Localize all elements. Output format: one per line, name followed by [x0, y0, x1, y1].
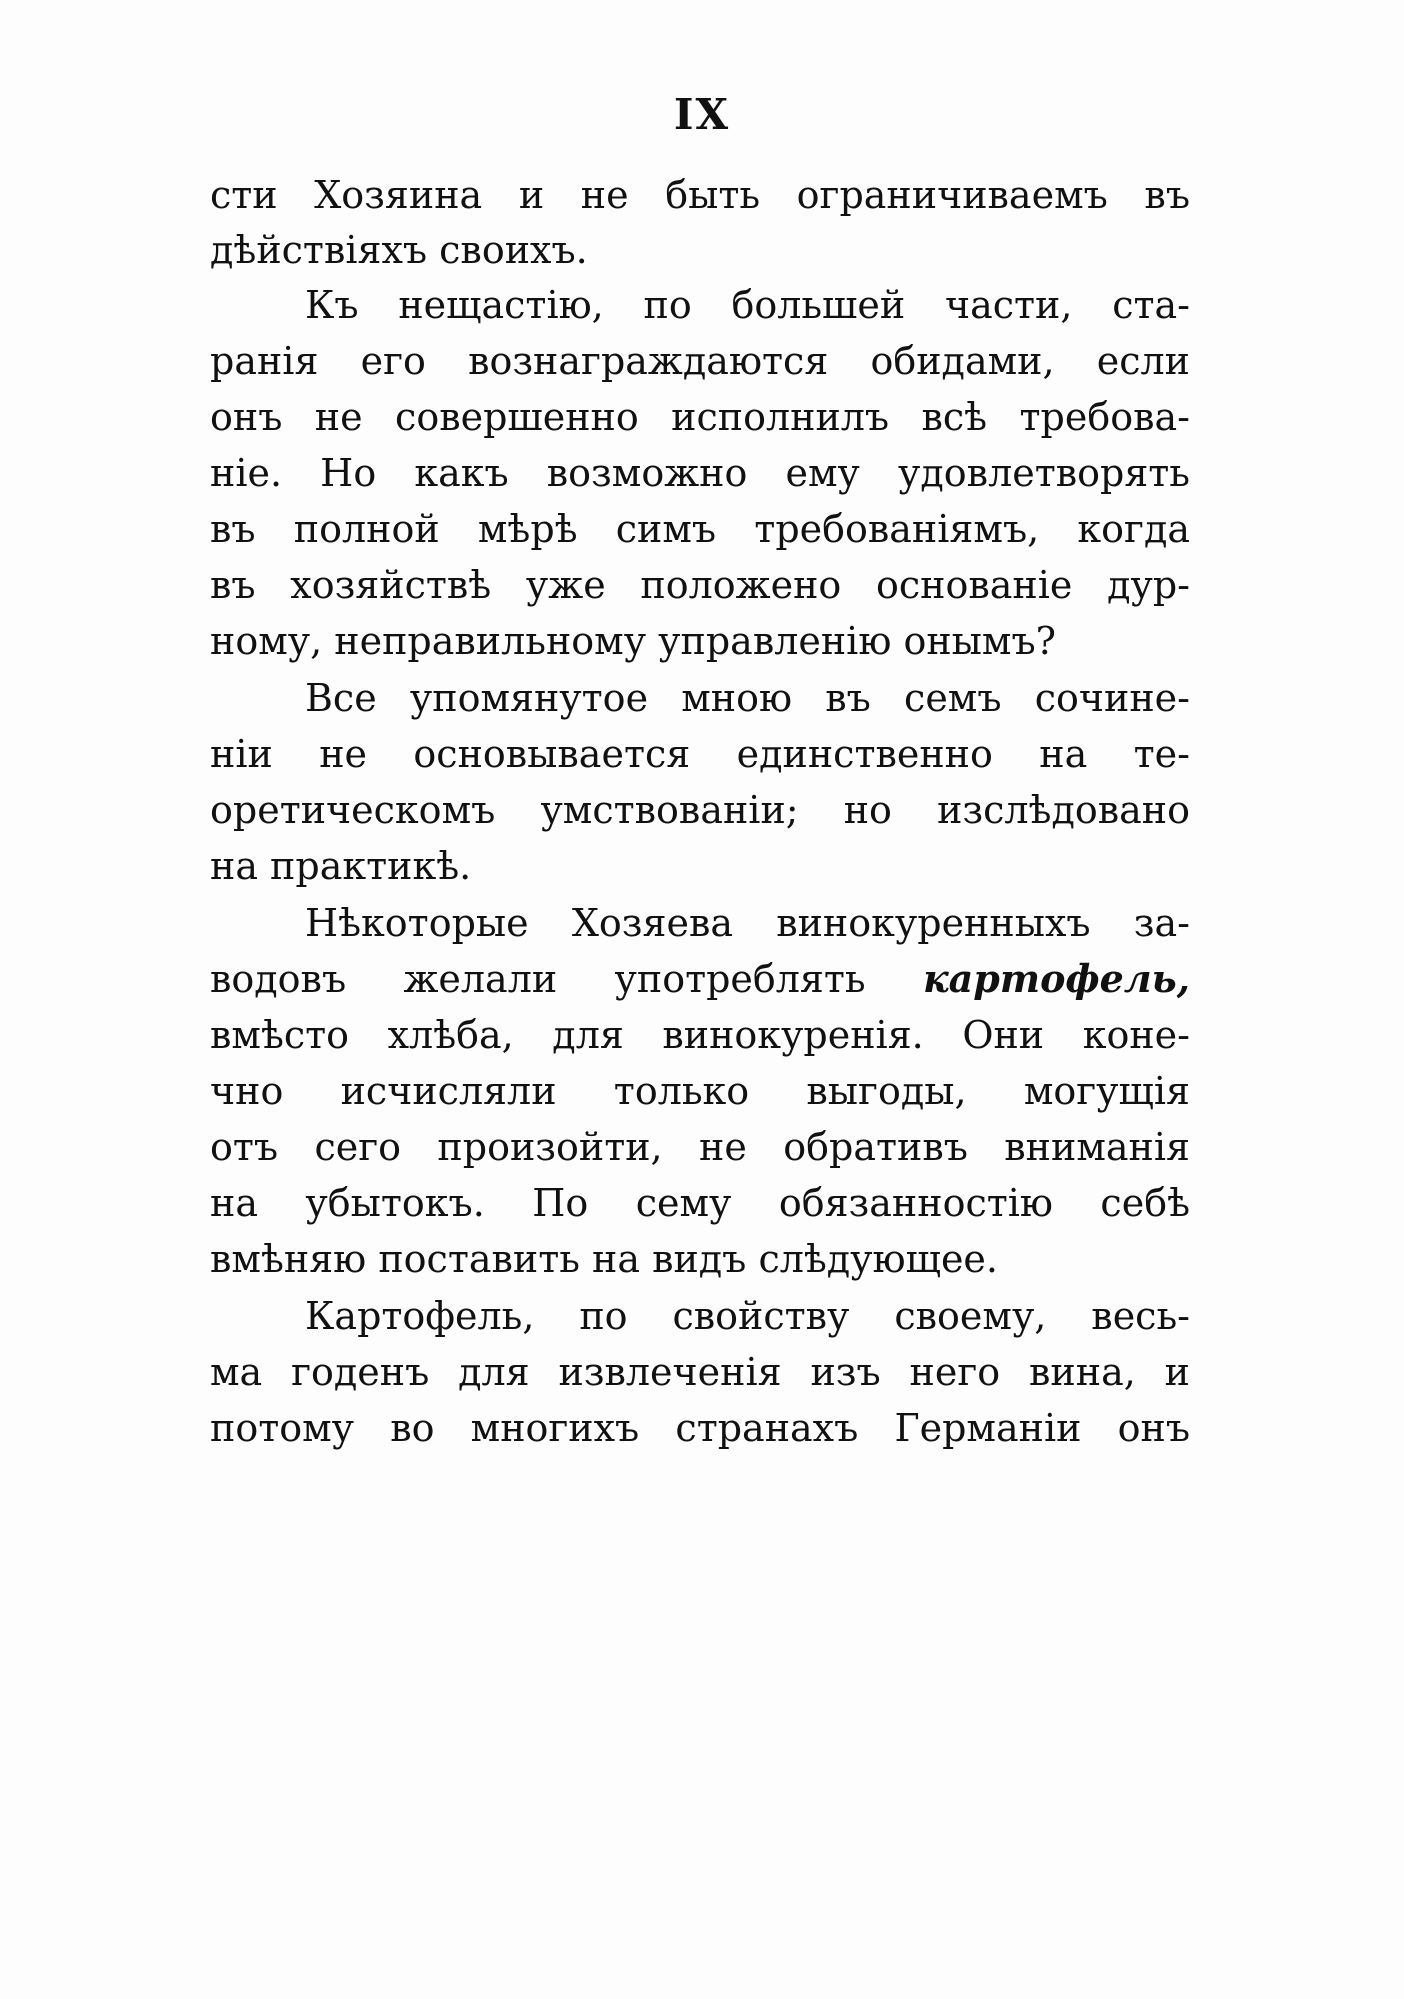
text-line-7: въ полной мѣрѣ симъ требованіямъ, когда [210, 507, 1190, 551]
text-line-2: дѣйствіяхъ своихъ. [210, 228, 588, 272]
text-line-15 [210, 949, 1190, 1009]
text-line-19: на убытокъ. По сему обязанностію себѣ [210, 1181, 1190, 1225]
text-line-6: ніе. Но какъ возможно ему удовлетворять [210, 451, 1190, 495]
text-line-13: на практикѣ. [210, 844, 472, 888]
text-line-21: Картофель, по свойству своему, весь- [305, 1294, 1190, 1338]
emphasized-word: картофель, [922, 956, 1190, 1001]
text-line-11: ніи не основывается единственно на те- [210, 732, 1190, 776]
text-line-16: вмѣсто хлѣба, для винокуренія. Они коне- [210, 1013, 1190, 1057]
text-line-17: чно исчисляли только выгоды, могущія [210, 1069, 1190, 1113]
text-line-8: въ хозяйствѣ уже положено основаніе дур- [210, 563, 1190, 607]
text-line-18: отъ сего произойти, не обративъ вниманія [210, 1125, 1190, 1169]
text-line-12: оретическомъ умствованіи; но изслѣдовано [210, 788, 1190, 832]
page-number: IX [673, 90, 731, 139]
text-line-14: Нѣкоторые Хозяева винокуренныхъ за- [305, 901, 1190, 945]
text-line-5: онъ не совершенно исполнилъ всѣ требова- [210, 395, 1190, 439]
text-line-3: Къ нещастію, по большей части, ста- [305, 283, 1190, 327]
text-line-22: ма годенъ для извлеченія изъ него вина, и [210, 1350, 1190, 1394]
text-line-9: ному, неправильному управленію онымъ? [210, 619, 1057, 663]
text-line-10: Все упомянутое мною въ семъ сочине- [305, 676, 1190, 720]
text-line-4: ранія его вознаграждаются обидами, если [210, 339, 1190, 383]
text-line-1: сти Хозяина и не быть ограничиваемъ въ [210, 173, 1190, 217]
text-line-23: потому во многихъ странахъ Германіи онъ [210, 1406, 1190, 1450]
text-line-15-start: водовъ желали употреблять [210, 957, 866, 1001]
text-line-20: вмѣняю поставить на видъ слѣдующее. [210, 1237, 998, 1281]
